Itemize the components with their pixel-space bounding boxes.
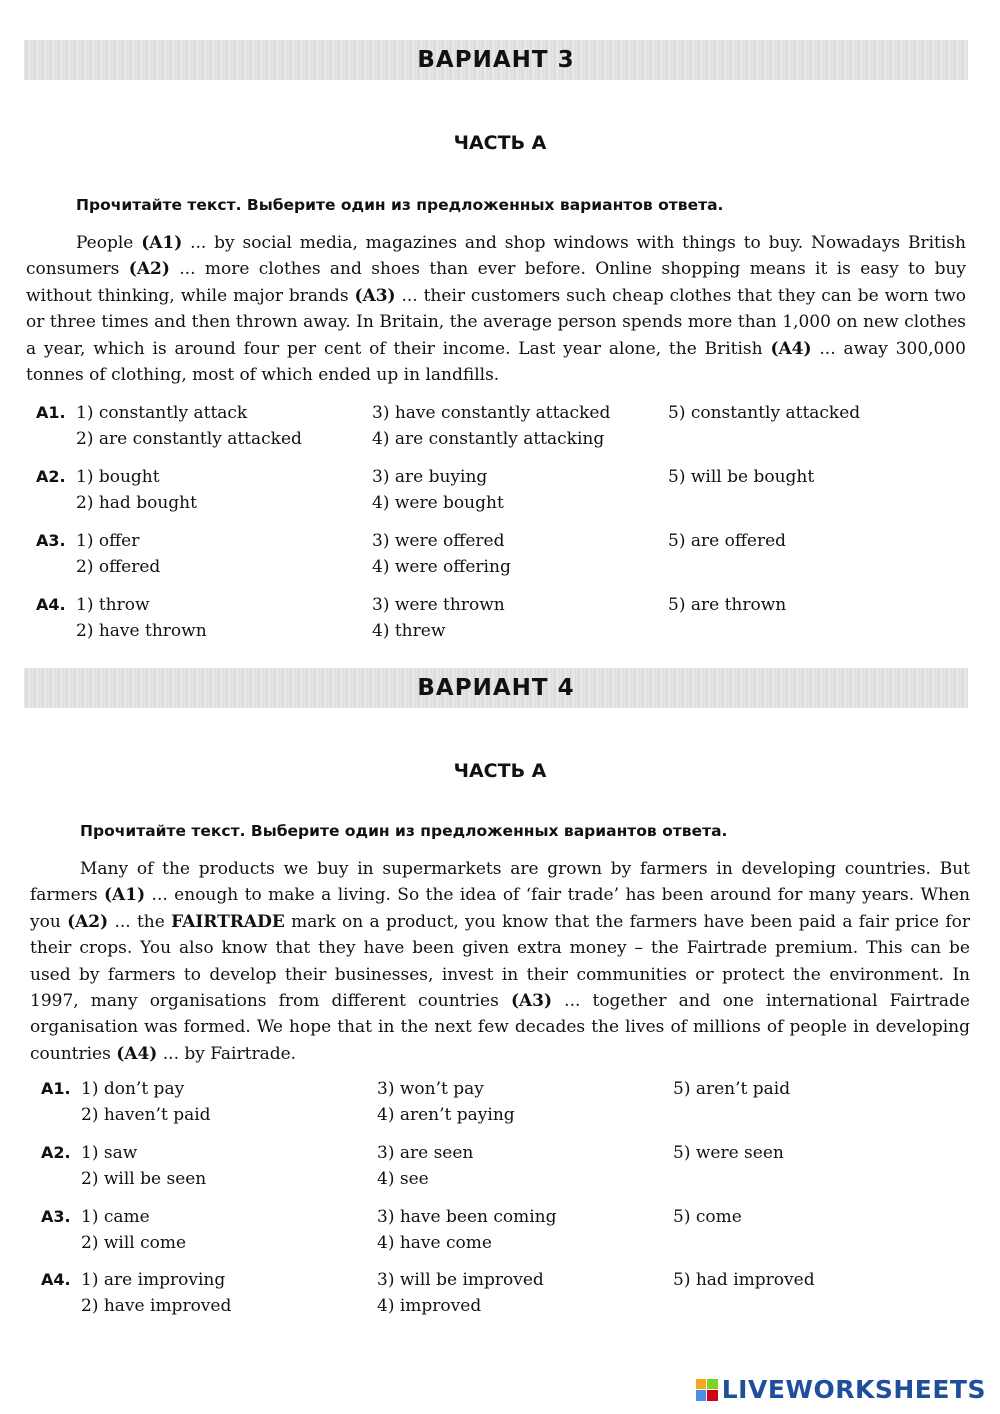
answer-option[interactable]: 2) will be seen xyxy=(81,1169,207,1189)
variant4-part-title: ЧАСТЬ А xyxy=(453,760,547,782)
variant3-part-title: ЧАСТЬ А xyxy=(453,132,547,154)
variant3-instruction: Прочитайте текст. Выберите один из предложенных вариантов ответа. xyxy=(76,196,724,214)
answer-option[interactable]: 2) had bought xyxy=(76,493,197,513)
answer-option[interactable]: 5) were seen xyxy=(673,1143,784,1163)
question-label: A1. xyxy=(36,403,66,422)
answer-option[interactable]: 1) offer xyxy=(76,531,140,551)
answer-option[interactable]: 5) will be bought xyxy=(668,467,815,487)
answer-option[interactable]: 5) come xyxy=(673,1207,742,1227)
answer-option[interactable]: 5) are thrown xyxy=(668,595,787,615)
answer-option[interactable]: 3) have constantly attacked xyxy=(372,403,611,423)
answer-option[interactable]: 2) haven’t paid xyxy=(81,1105,211,1125)
liveworksheets-logo-text: LIVEWORKSHEETS xyxy=(721,1375,986,1404)
answer-option[interactable]: 3) are seen xyxy=(377,1143,474,1163)
question-label: A2. xyxy=(36,467,66,486)
answer-option[interactable]: 4) have come xyxy=(377,1233,492,1253)
variant3-text: People (A1) ... by social media, magazines and shop windows with things to buy. Nowadays British consumers (A2) ... more clothes and shoes than ever before. Online shopping means it is easy to buy without thinking, while major brands (A3) ... their customers such cheap clothes that they can be worn two or three times and then thrown away. In Britain, the average person spends more than 1,000 on new clothes a year, which is around four per cent of their income. Last year alone, the British (A4) ... away 300,000 tonnes of clothing, most of which ended up in landfills. xyxy=(26,233,967,386)
logo-square xyxy=(707,1379,718,1390)
question-label: A4. xyxy=(36,595,66,614)
answer-option[interactable]: 2) are constantly attacked xyxy=(76,429,302,449)
answer-option[interactable]: 4) improved xyxy=(377,1296,482,1316)
variant4-text: Many of the products we buy in supermarkets are grown by farmers in developing countries. But farmers (A1) ... enough to make a living. So the idea of ‘fair trade’ has been around for many years. When you (A2) ... the FAIRTRADE mark on a product, you know that the farmers have been paid a fair price for their crops. You also know that they have been given extra money – the Fairtrade premium. This can be used by farmers to develop their businesses, invest in their communities or protect the environment. In 1997, many organisations from different countries (A3) ... together and one international Fairtrade organisation was formed. We hope that in the next few decades the lives of millions of people in developing countries (A4) ... by Fairtrade. xyxy=(30,859,970,1064)
answer-option[interactable]: 3) were thrown xyxy=(372,595,505,615)
variant3-banner xyxy=(24,40,968,80)
logo-square xyxy=(696,1390,707,1401)
variant3-title: ВАРИАНТ 3 xyxy=(417,47,575,73)
variant4-title: ВАРИАНТ 4 xyxy=(417,675,575,701)
answer-option[interactable]: 1) saw xyxy=(81,1143,138,1163)
answer-option[interactable]: 4) threw xyxy=(372,621,446,641)
answer-option[interactable]: 1) bought xyxy=(76,467,160,487)
answer-option[interactable]: 4) see xyxy=(377,1169,429,1189)
question-label: A3. xyxy=(36,531,66,550)
liveworksheets-logo-icon xyxy=(696,1379,718,1401)
answer-option[interactable]: 1) are improving xyxy=(81,1270,226,1290)
question-label: A3. xyxy=(41,1207,71,1226)
answer-option[interactable]: 5) are offered xyxy=(668,531,787,551)
question-label: A4. xyxy=(41,1270,71,1289)
answer-option[interactable]: 4) were bought xyxy=(372,493,504,513)
liveworksheets-logo[interactable] xyxy=(696,1375,986,1404)
logo-square xyxy=(696,1379,707,1390)
answer-option[interactable]: 3) were offered xyxy=(372,531,505,551)
answer-option[interactable]: 2) offered xyxy=(76,557,161,577)
answer-option[interactable]: 3) will be improved xyxy=(377,1270,544,1290)
answer-option[interactable]: 4) were offering xyxy=(372,557,511,577)
answer-option[interactable]: 1) throw xyxy=(76,595,150,615)
answer-option[interactable]: 1) don’t pay xyxy=(81,1079,185,1099)
answer-option[interactable]: 5) had improved xyxy=(673,1270,815,1290)
answer-option[interactable]: 4) aren’t paying xyxy=(377,1105,515,1125)
variant4-banner xyxy=(24,668,968,708)
variant4-instruction: Прочитайте текст. Выберите один из предложенных вариантов ответа. xyxy=(80,822,728,840)
logo-square xyxy=(707,1390,718,1401)
answer-option[interactable]: 1) constantly attack xyxy=(76,403,248,423)
answer-option[interactable]: 2) will come xyxy=(81,1233,187,1253)
answer-option[interactable]: 2) have improved xyxy=(81,1296,232,1316)
answer-option[interactable]: 2) have thrown xyxy=(76,621,207,641)
answer-option[interactable]: 4) are constantly attacking xyxy=(372,429,605,449)
answer-option[interactable]: 3) are buying xyxy=(372,467,488,487)
answer-option[interactable]: 3) have been coming xyxy=(377,1207,557,1227)
answer-option[interactable]: 1) came xyxy=(81,1207,150,1227)
answer-option[interactable]: 5) constantly attacked xyxy=(668,403,861,423)
answer-option[interactable]: 3) won’t pay xyxy=(377,1079,484,1099)
question-label: A2. xyxy=(41,1143,71,1162)
answer-option[interactable]: 5) aren’t paid xyxy=(673,1079,791,1099)
question-label: A1. xyxy=(41,1079,71,1098)
